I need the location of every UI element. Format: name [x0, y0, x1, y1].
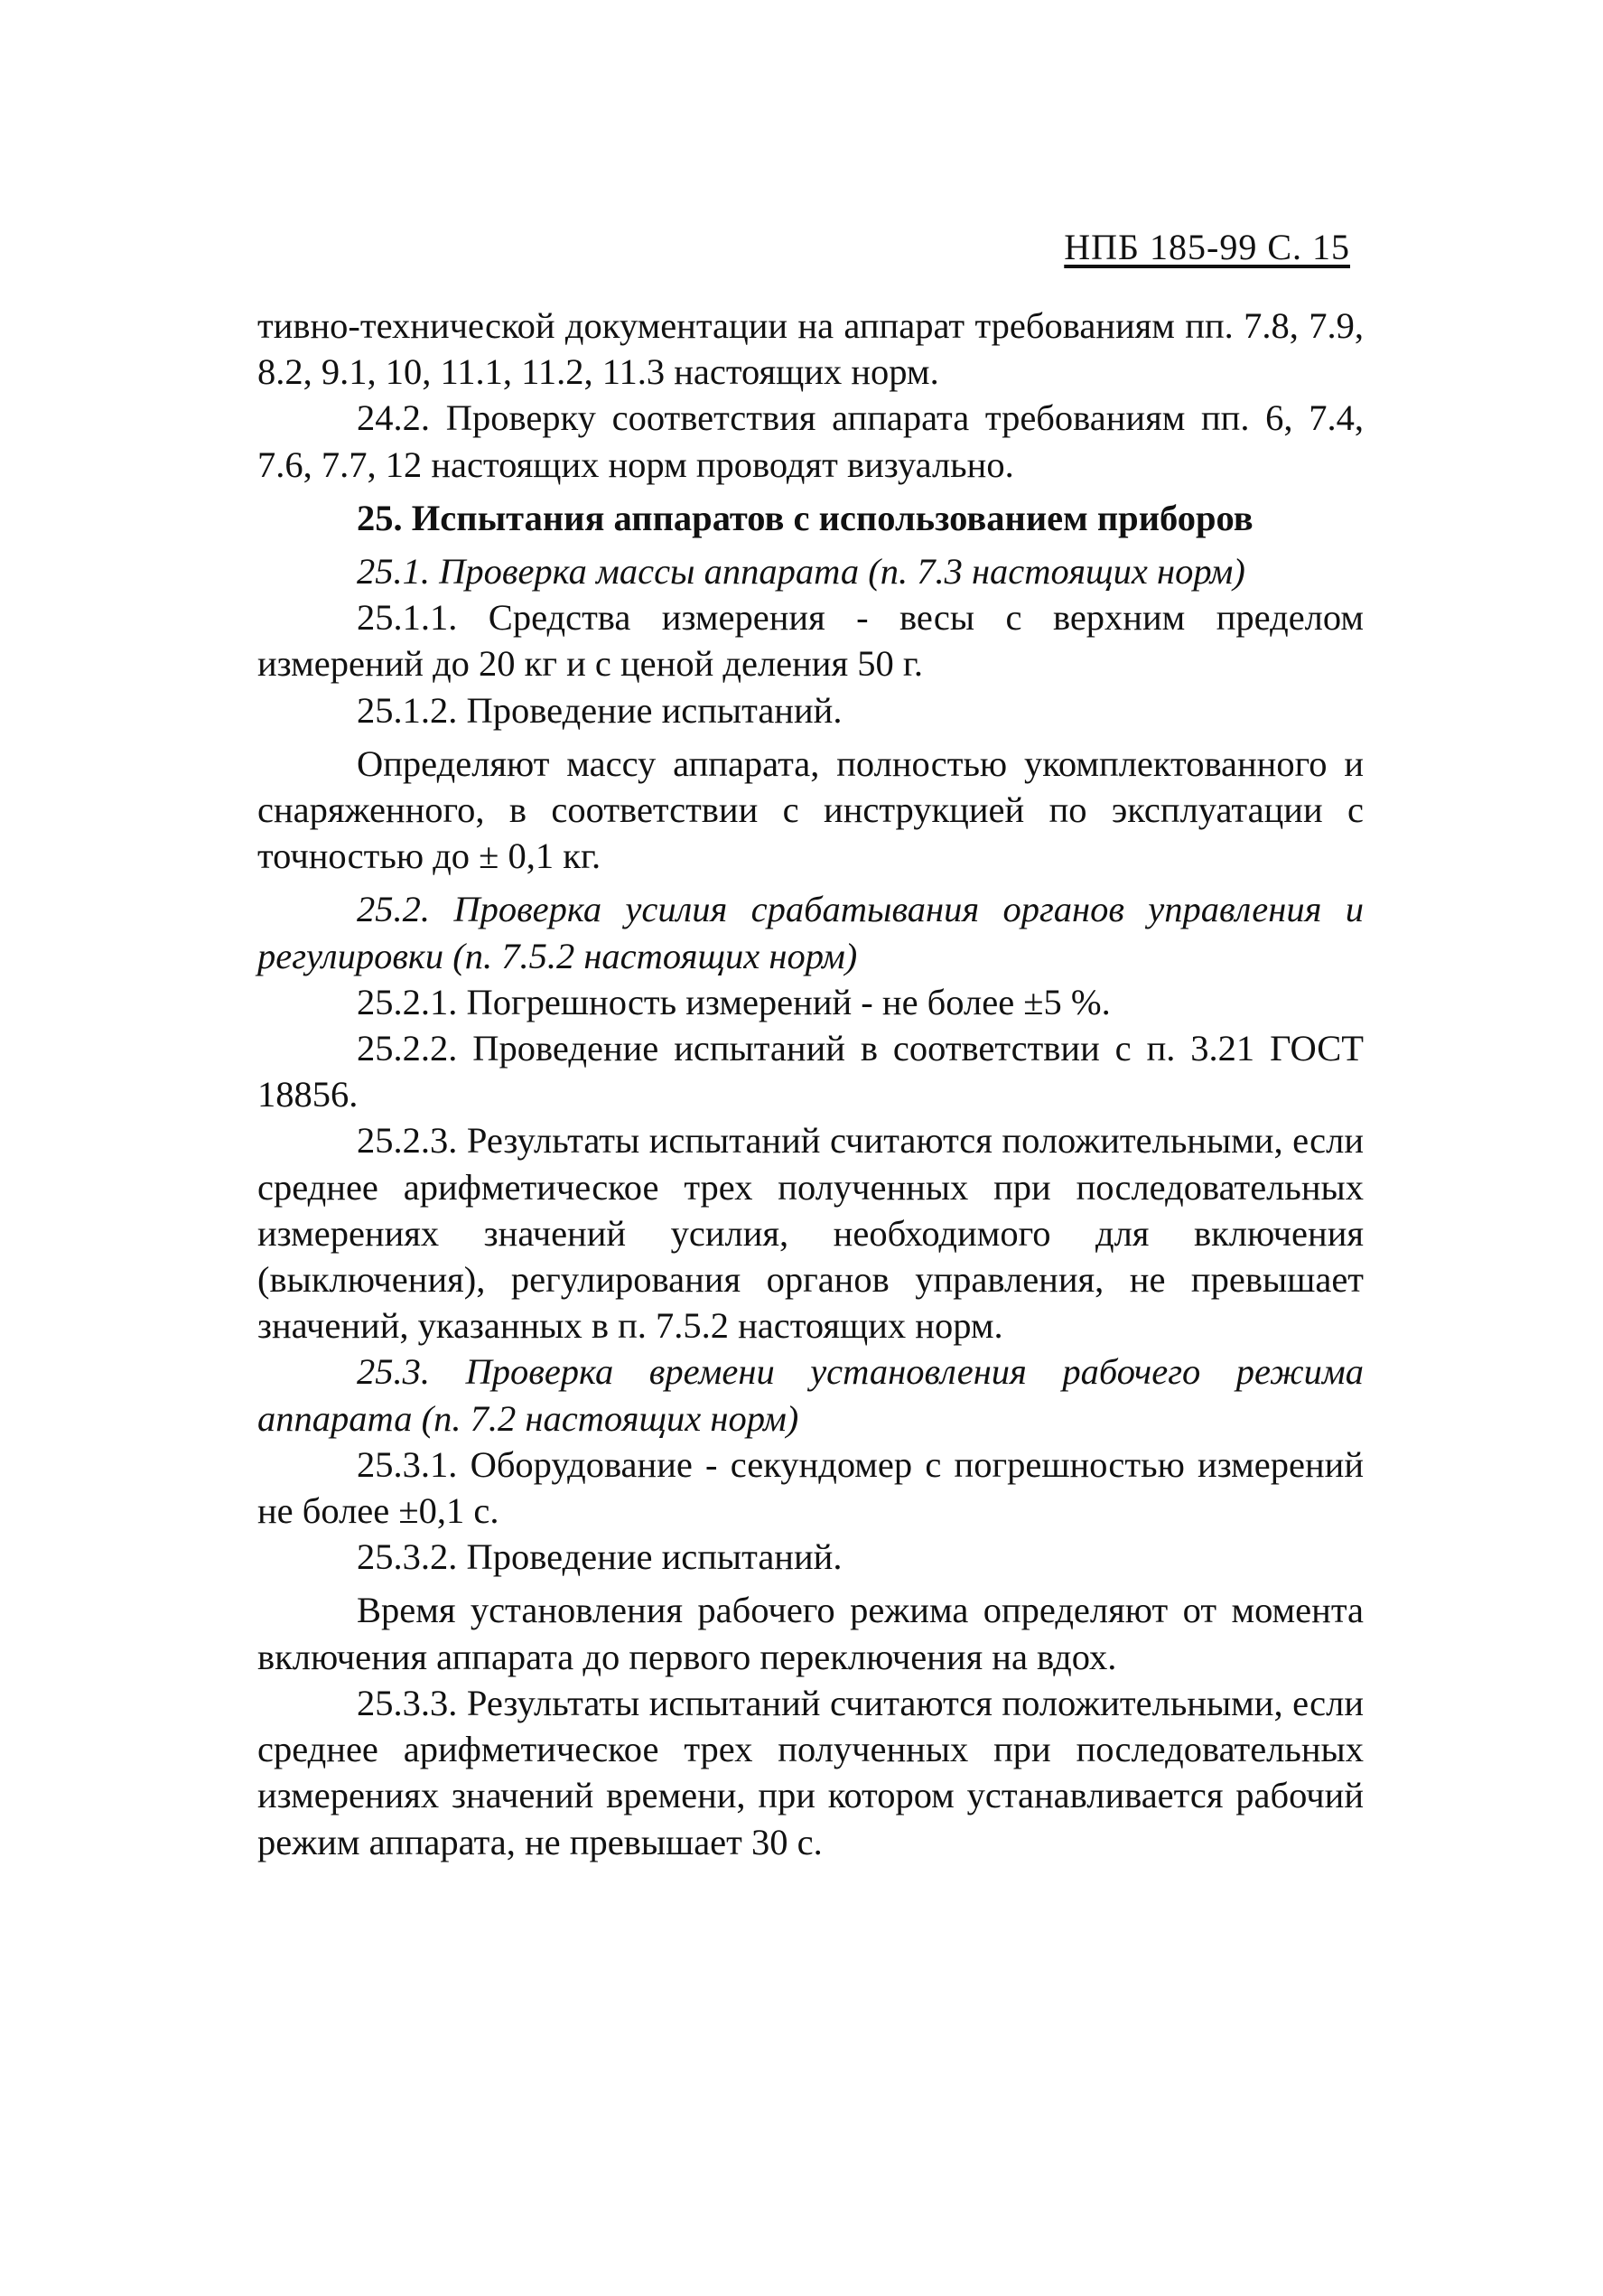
paragraph-25-1-1: 25.1.1. Средства измерения - весы с верхним пределом измерений до 20 кг и с ценой деления 50 г.: [257, 597, 1364, 685]
paragraph-mass-procedure: Определяют массу аппарата, полностью укомплектованного и снаряженного, в соответствии с инструкцией по эксплуатации с точностью до ± 0,1 кг.: [257, 742, 1364, 877]
paragraph-25-3-1: 25.3.1. Оборудование - секундомер с погрешностью измерений не более ±0,1 с.: [257, 1443, 1364, 1532]
paragraph-continuation: тивно-технической документации на аппарат требованиям пп. 7.8, 7.9, 8.2, 9.1, 10, 11.1, 11.2, 11.3 настоящих норм.: [257, 305, 1364, 393]
page-header: НПБ 185-99 С. 15: [1064, 227, 1350, 267]
section-heading-25: 25. Испытания аппаратов с использованием приборов: [357, 497, 1254, 538]
subsection-heading-25-2: 25.2. Проверка усилия срабатывания органов управления и регулировки (п. 7.5.2 настоящих норм): [257, 889, 1364, 976]
subsection-heading-25-1: 25.1. Проверка массы аппарата (п. 7.3 настоящих норм): [357, 551, 1245, 593]
paragraph-25-2-3: 25.2.3. Результаты испытаний считаются положительными, если среднее арифметическое трех полученных при последовательных измерениях значений усилия, необходимого для включения (выключения), регулирования органов управления, не превышает значений, указанных в п. 7.5.2 настоящих норм.: [257, 1120, 1364, 1347]
paragraph-24-2: 24.2. Проверку соответствия аппарата требованиям пп. 6, 7.4, 7.6, 7.7, 12 настоящих норм проводят визуально.: [257, 397, 1364, 485]
paragraph-25-2-2: 25.2.2. Проведение испытаний в соответствии с п. 3.21 ГОСТ 18856.: [257, 1028, 1364, 1115]
subsection-heading-25-3: 25.3. Проверка времени установления рабочего режима аппарата (п. 7.2 настоящих норм): [257, 1351, 1364, 1439]
paragraph-25-3-3: 25.3.3. Результаты испытаний считаются положительными, если среднее арифметическое трех полученных при последовательных измерениях значений времени, при котором устанавливается рабочий режим аппарата, не превышает 30 с.: [257, 1682, 1364, 1862]
paragraph-time-procedure: Время установления рабочего режима определяют от момента включения аппарата до первого переключения на вдох.: [257, 1590, 1364, 1677]
paragraph-25-1-2: 25.1.2. Проведение испытаний.: [357, 689, 843, 731]
document-body: [257, 303, 1364, 1865]
paragraph-25-3-2: 25.3.2. Проведение испытаний.: [357, 1536, 843, 1578]
paragraph-25-2-1: 25.2.1. Погрешность измерений - не более ±5 %.: [357, 981, 1111, 1022]
